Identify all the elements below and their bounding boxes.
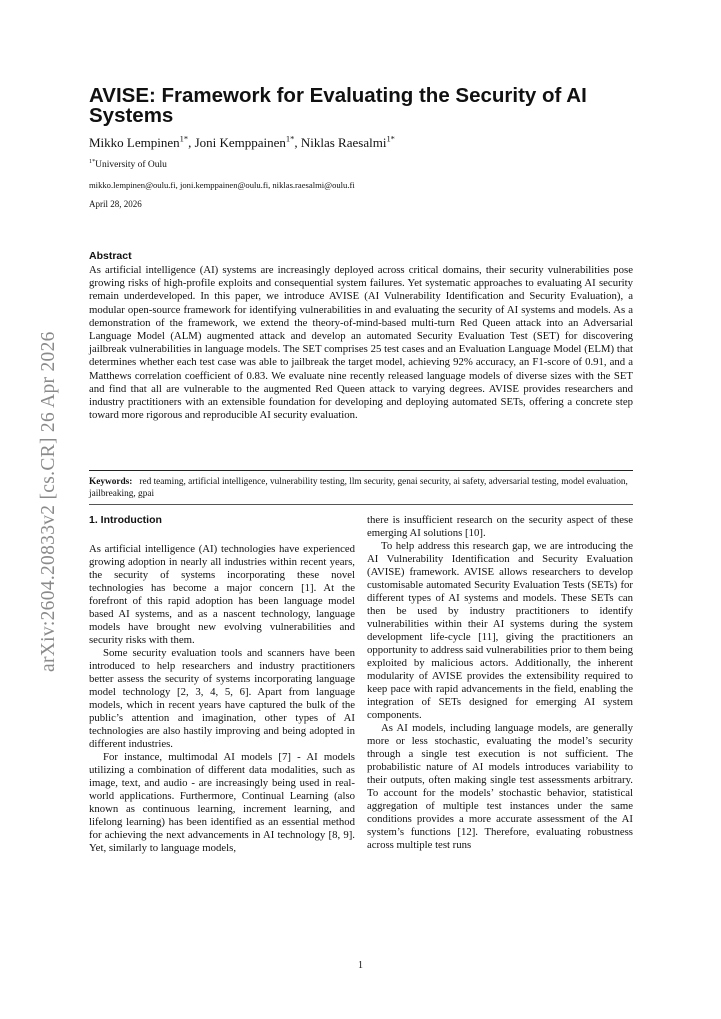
keywords-label: Keywords:	[89, 477, 133, 487]
affiliation	[89, 160, 167, 170]
body-paragraph: For instance, multimodal AI models [7] - AI models utilizing a combination of different data modalities, such as image, text, and audio - are increasingly being used in real-world applications. Furthermore, Continual Learning (also known as continuous learning, increment learning, and lifelong learning) has been identified as an essential method for achieving the next advancements in AI technology [8, 9]. Yet, similarly to language models,	[89, 751, 355, 854]
abstract-heading: Abstract	[89, 250, 132, 262]
right-column	[367, 514, 633, 852]
body-paragraph: As artificial intelligence (AI) technologies have experienced growing adoption in nearly all industries within recent years, the security of systems incorporating these novel technologies has become a major concern [1]. At the forefront of this rapid adoption has been language model based AI systems, and as a nascent technology, language models have brought new evolving vulnerabilities and security risks with them.	[89, 543, 355, 646]
page-number: 1	[358, 960, 363, 971]
author-affiliation-mark: 1*	[386, 133, 395, 144]
author-name: Mikko Lempinen	[89, 135, 180, 150]
paper-title: AVISE: Framework for Evaluating the Security of AI Systems	[89, 84, 587, 127]
publication-date: April 28, 2026	[89, 199, 142, 209]
author-name: Niklas Raesalmi	[300, 135, 387, 150]
author-emails: mikko.lempinen@oulu.fi, joni.kemppainen@oulu.fi, niklas.raesalmi@oulu.fi	[89, 180, 355, 190]
affiliation-text: University of Oulu	[95, 160, 167, 170]
body-paragraph: As AI models, including language models, are generally more or less stochastic, evaluating the model’s security through a single test execution is not sufficient. The probabilistic nature of AI models introduces variability to their outputs, often making single test assessments arbitrary. To account for the models’ stochastic behavior, statistical aggregation of multiple test instances under the same conditions provides a more accurate assessment of the AI system’s functions [12]. Therefore, evaluating robustness across multiple test runs	[367, 722, 633, 851]
affiliation-mark: 1*	[89, 158, 96, 165]
left-column	[89, 514, 355, 855]
body-paragraph: To help address this research gap, we are introducing the AI Vulnerability Identification and Security Evaluation (AVISE) framework. AVISE allows researchers to develop customisable automated Security Evaluation Tests (SETs) for different types of AI systems and models. These SETs can then be used by industry practitioners to identify vulnerabilities within their AI systems during the system development life-cycle [11], giving the practitioners an opportunity to address said vulnerabilities prior to them being exploited by malicious actors. Additionally, the inherent modularity of AVISE provides the extensibility required to keep pace with rapid advancements in the field, enabling the integration of SETs designed for emerging AI system components.	[367, 540, 633, 721]
author-name: Joni Kemppainen	[194, 135, 286, 150]
body-paragraph: there is insufficient research on the security aspect of these emerging AI solutions [10].	[367, 514, 633, 539]
keywords-text: red teaming, artificial intelligence, vulnerability testing, llm security, genai security, ai safety, adversarial testing, model evaluation, jailbreaking, gpai	[89, 477, 628, 499]
keywords-bottom-rule	[89, 504, 633, 505]
arxiv-identifier-text: arXiv:2604.20833v2 [cs.CR] 26 Apr 2026	[38, 331, 59, 672]
arxiv-identifier-stamp	[8, 300, 68, 700]
abstract-text: As artificial intelligence (AI) systems are increasingly deployed across critical domains, their security vulnerabilities pose growing risks of high-profile exploits and consequential system failures. Yet systematic approaches to evaluating AI security remain underdeveloped. In this paper, we introduce AVISE (AI Vulnerability Identification and Security Evaluation), a modular open-source framework for identifying vulnerabilities in and evaluating the security of AI systems and models. As a demonstration of the framework, we extend the theory-of-mind-based multi-turn Red Queen attack into an Adversarial Language Model (ALM) augmented attack and develop an automated Security Evaluation Test (SET) for discovering jailbreak vulnerabilities in language models. The SET comprises 25 test cases and an Evaluation Language Model (ELM) that determines whether each test case was able to jailbreak the target model, achieving 92% accuracy, an F1-score of 0.91, and a Matthews correlation coefficient of 0.83. We evaluate nine recently released language models of diverse sizes with the SET and find that all are vulnerable to the augmented Red Queen attack to varying degrees. AVISE provides researchers and industry practitioners with an extensible foundation for developing and deploying automated SETs, offering a concrete step toward more rigorous and reproducible AI security evaluation.	[89, 264, 633, 422]
author-separator: ,	[294, 135, 301, 150]
section-heading-introduction: 1. Introduction	[89, 514, 162, 526]
author-list	[89, 135, 395, 151]
author-affiliation-mark: 1*	[285, 133, 295, 144]
keywords	[89, 476, 633, 500]
author-separator: ,	[188, 135, 195, 150]
author-affiliation-mark: 1*	[179, 133, 189, 144]
body-paragraph: Some security evaluation tools and scanners have been introduced to help researchers and industry practitioners better assess the security of systems incorporating language model technology [2, 3, 4, 5, 6]. Apart from language models, which in recent years have captured the bulk of the public’s attention and imagination, other types of AI technologies are also hastily improving and being adopted in different industries.	[89, 647, 355, 750]
keywords-top-rule	[89, 470, 633, 471]
